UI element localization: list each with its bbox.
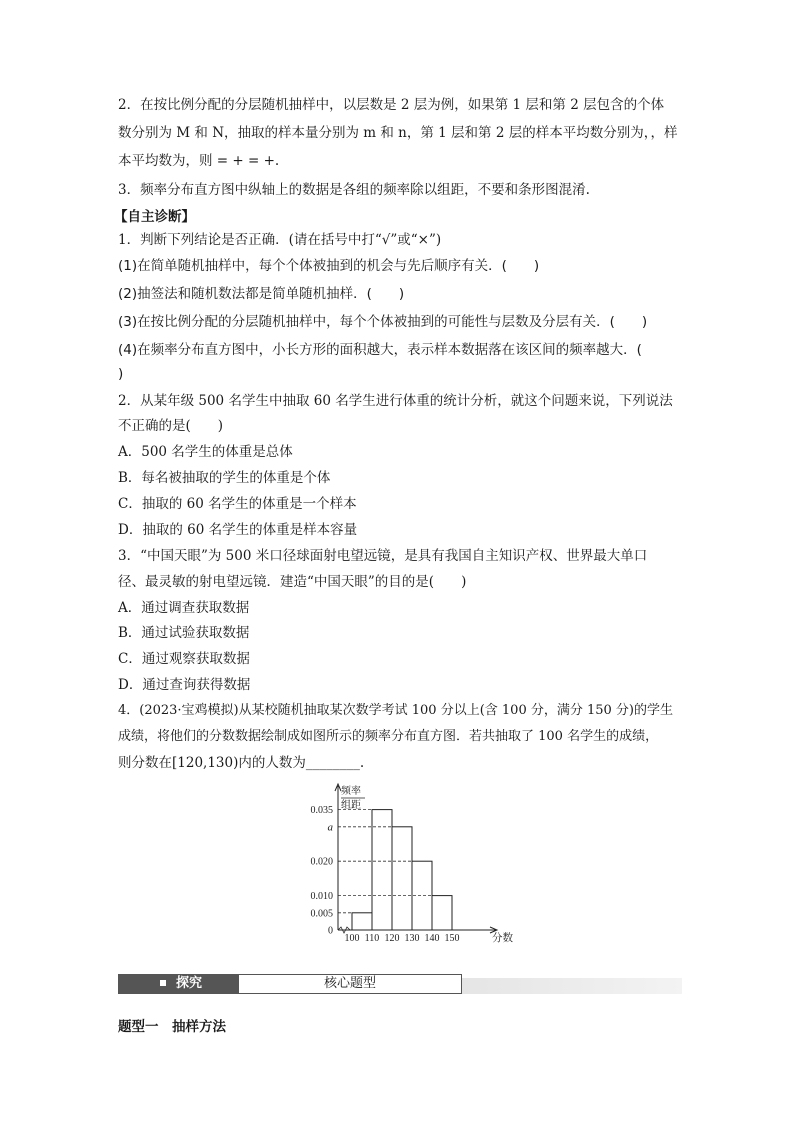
q3-option-b: B．通过试验获取数据 bbox=[118, 625, 250, 641]
q3-option-c: C．通过观察获取数据 bbox=[118, 651, 250, 667]
banner-explore-label: 探究 bbox=[176, 976, 203, 991]
x-tick-label: 110 bbox=[364, 933, 380, 944]
x-tick-label: 150 bbox=[444, 933, 460, 944]
q1-item-3: (3)在按比例分配的分层随机抽样中，每个个体被抽到的可能性与层数及分层有关．( ) bbox=[118, 314, 648, 330]
topic-heading: 题型一 抽样方法 bbox=[118, 1019, 226, 1035]
histogram-bar bbox=[352, 913, 372, 930]
q1-item-2: (2)抽签法和随机数法都是简单随机抽样．( ) bbox=[118, 286, 405, 302]
q3-option-d: D．通过查询获得数据 bbox=[118, 677, 251, 693]
section-banner bbox=[118, 974, 682, 998]
x-tick-label: 140 bbox=[424, 933, 440, 944]
q2-stem-line-1: 2．从某年级 500 名学生中抽取 60 名学生进行体重的统计分析，就这个问题来说，下列说法 bbox=[118, 393, 673, 409]
q1-item-4: (4)在频率分布直方图中，小长方形的面积越大，表示样本数据落在该区间的频率越大．( bbox=[118, 342, 642, 358]
banner-explore-tab bbox=[118, 974, 238, 994]
frequency-histogram bbox=[296, 780, 536, 946]
q2-option-b: B．每名被抽取的学生的体重是个体 bbox=[118, 470, 331, 486]
y-axis-label-bottom: 组距 bbox=[341, 800, 361, 811]
q2-option-d: D．抽取的 60 名学生的体重是样本容量 bbox=[118, 522, 358, 538]
note-2-line-1: 2．在按比例分配的分层随机抽样中，以层数是 2 层为例，如果第 1 层和第 2 层包含的个体 bbox=[118, 97, 665, 113]
q2-option-c: C．抽取的 60 名学生的体重是一个样本 bbox=[118, 496, 357, 512]
q4-stem-line-2: 成绩，将他们的分数数据绘制成如图所示的频率分布直方图．若共抽取了 100 名学生的成绩， bbox=[118, 729, 659, 744]
note-3: 3．频率分布直方图中纵轴上的数据是各组的频率除以组距，不要和条形图混淆. bbox=[118, 182, 590, 198]
y-tick-label: 0.035 bbox=[310, 805, 333, 817]
q1-item-4-close: ) bbox=[118, 366, 124, 382]
y-tick-label: 0.010 bbox=[310, 891, 333, 903]
q4-stem-line-3: 则分数在[120,130)内的人数为________. bbox=[118, 755, 365, 771]
x-tick-label: 100 bbox=[344, 933, 360, 944]
q3-option-a: A．通过调查获取数据 bbox=[118, 600, 250, 616]
banner-core-topics-label: 核心题型 bbox=[323, 976, 376, 991]
q3-stem-line-2: 径、最灵敏的射电望远镜．建造“中国天眼”的目的是( ) bbox=[118, 574, 467, 590]
x-axis-label: 分数 bbox=[492, 933, 513, 944]
histogram-bar bbox=[392, 827, 412, 930]
note-2-line-3: 本平均数为，则 = + = +. bbox=[118, 153, 280, 169]
y-tick-label: a bbox=[327, 821, 333, 834]
q2-option-a: A．500 名学生的体重是总体 bbox=[118, 444, 293, 460]
q1-stem: 1．判断下列结论是否正确．(请在括号中打“√”或“×”) bbox=[118, 232, 442, 248]
x-tick-label: 120 bbox=[384, 933, 400, 944]
x-tick-label: 130 bbox=[404, 933, 420, 944]
square-bullet-icon bbox=[160, 980, 166, 986]
y-axis-label-top: 频率 bbox=[341, 786, 361, 797]
y-tick-label: 0 bbox=[328, 925, 333, 937]
y-tick-label: 0.005 bbox=[310, 908, 333, 920]
histogram-bar bbox=[432, 896, 452, 930]
q4-stem-line-1: 4．(2023·宝鸡模拟)从某校随机抽取某次数学考试 100 分以上(含 100 分，满分 150 分)的学生 bbox=[118, 703, 674, 718]
y-tick-label: 0.020 bbox=[310, 856, 333, 868]
section-title: 【自主诊断】 bbox=[114, 209, 195, 225]
histogram-bar bbox=[372, 810, 392, 930]
q3-stem-line-1: 3．“中国天眼”为 500 米口径球面射电望远镜，是具有我国自主知识产权、世界最大单口 bbox=[118, 548, 648, 564]
q1-item-1: (1)在简单随机抽样中，每个个体被抽到的机会与先后顺序有关．( ) bbox=[118, 258, 540, 274]
banner-core-topics-tab bbox=[238, 974, 462, 994]
note-2-line-2: 数分别为 M 和 N，抽取的样本量分别为 m 和 n，第 1 层和第 2 层的样本平均数分别为，，样 bbox=[118, 125, 678, 141]
q2-stem-line-2: 不正确的是( ) bbox=[118, 418, 224, 434]
